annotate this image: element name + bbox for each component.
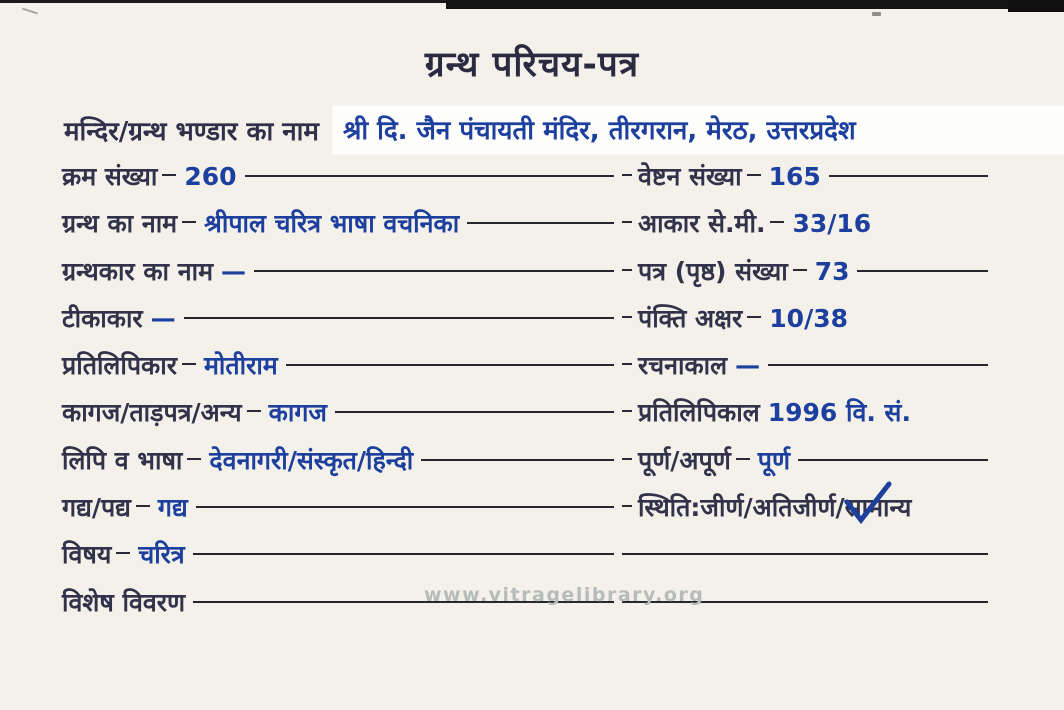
field-value: पूर्ण: [757, 445, 791, 475]
dash-stub: [622, 363, 632, 365]
field-label: प्रतिलिपिकार: [62, 351, 177, 381]
field-value: —: [735, 351, 761, 381]
field-label: पंक्ति अक्षर: [638, 303, 743, 333]
field-value: 1996 वि. सं.: [767, 398, 911, 428]
rule-line: [857, 270, 988, 272]
dash-stub: [622, 316, 632, 318]
bhandar-name-label: मन्दिर/ग्रन्थ भण्डार का नाम: [64, 117, 319, 147]
field-value: श्रीपाल चरित्र भाषा वचनिका: [204, 209, 460, 239]
field-row: [62, 441, 988, 488]
field-value: 33/16: [792, 209, 872, 239]
rule-line: [622, 553, 988, 555]
bhandar-name-row: [64, 106, 1064, 154]
dash-stub: [187, 458, 201, 460]
field-row: [62, 393, 988, 440]
dash-stub: [747, 174, 761, 176]
field-label: वेष्टन संख्या: [638, 162, 742, 191]
field-label: विशेष विवरण: [62, 587, 186, 617]
field-value: 73: [814, 256, 850, 286]
dash-stub: [770, 221, 784, 223]
rule-line: [245, 175, 614, 177]
rule-line: [768, 364, 988, 366]
field-label: क्रम संख्या: [62, 162, 158, 191]
rule-line: [184, 317, 614, 319]
field-label: सामान्य: [844, 493, 912, 523]
field-row: [62, 252, 988, 299]
field-label: स्थिति:जीर्ण/अतिजीर्ण/: [638, 493, 845, 523]
field-value: मोतीराम: [203, 351, 278, 381]
scan-edge-artifact: [1008, 0, 1064, 12]
field-value: —: [150, 303, 176, 333]
field-label: गद्य/पद्य: [62, 493, 131, 523]
field-label: पत्र (पृष्ठ) संख्या: [638, 256, 788, 286]
dash-stub: [622, 458, 632, 460]
dash-stub: [116, 552, 130, 554]
dash-stub: [793, 269, 807, 271]
field-label: लिपि व भाषा: [62, 445, 183, 475]
field-value: 260: [184, 162, 237, 191]
field-label: ग्रन्थ का नाम: [62, 209, 178, 239]
rule-line: [421, 459, 614, 461]
scan-edge-artifact: [446, 0, 1064, 9]
field-row: [62, 204, 988, 251]
dash-stub: [182, 363, 196, 365]
dash-stub: [747, 316, 761, 318]
watermark: www.vitragelibrary.org: [424, 584, 705, 606]
bhandar-name-strip: [333, 106, 1064, 154]
field-row: [62, 535, 988, 582]
field-label: पूर्ण/अपूर्ण: [638, 445, 731, 475]
dash-stub: [162, 174, 176, 176]
dash-stub: [622, 174, 632, 176]
field-value: गद्य: [157, 493, 188, 523]
dash-stub: [622, 505, 632, 507]
rule-line: [193, 553, 614, 555]
field-value: 10/38: [769, 303, 848, 333]
field-label: आकार से.मी.: [638, 209, 766, 239]
field-row: [62, 299, 988, 346]
rule-line: [467, 222, 614, 224]
field-label: ग्रन्थकार का नाम: [62, 256, 214, 286]
dash-stub: [247, 410, 261, 412]
condition-ticked-option: [845, 488, 912, 528]
dash-stub: [136, 505, 150, 507]
field-grid: [62, 157, 988, 630]
dash-stub: [622, 221, 632, 223]
scan-speck: [872, 12, 881, 16]
field-value: —: [221, 256, 247, 286]
field-value: कागज: [268, 398, 327, 428]
rule-line: [286, 364, 614, 366]
scan-speck: [22, 8, 38, 15]
field-label: विषय: [62, 540, 112, 570]
field-label: प्रतिलिपिकाल: [638, 398, 760, 428]
rule-line: [829, 175, 988, 177]
field-row: [62, 157, 988, 204]
field-label: टीकाकार: [62, 303, 143, 333]
dash-stub: [736, 458, 750, 460]
bhandar-name-value: श्री दि. जैन पंचायती मंदिर, तीरगरान, मेरठ, उत्तरप्रदेश: [342, 116, 856, 146]
form-title: ग्रन्थ परिचय-पत्र: [424, 45, 640, 85]
field-label: रचनाकाल: [638, 351, 728, 381]
rule-line: [798, 459, 988, 461]
field-value: चरित्र: [138, 540, 185, 570]
rule-line: [335, 411, 614, 413]
rule-line: [196, 506, 614, 508]
rule-line: [254, 270, 614, 272]
field-value: देवनागरी/संस्कृत/हिन्दी: [209, 445, 414, 475]
dash-stub: [182, 221, 196, 223]
field-row: [62, 488, 988, 535]
field-row: [62, 346, 988, 393]
field-value: 165: [768, 162, 821, 191]
dash-stub: [622, 269, 632, 271]
dash-stub: [622, 410, 632, 412]
field-label: कागज/ताड़पत्र/अन्य: [62, 398, 242, 428]
